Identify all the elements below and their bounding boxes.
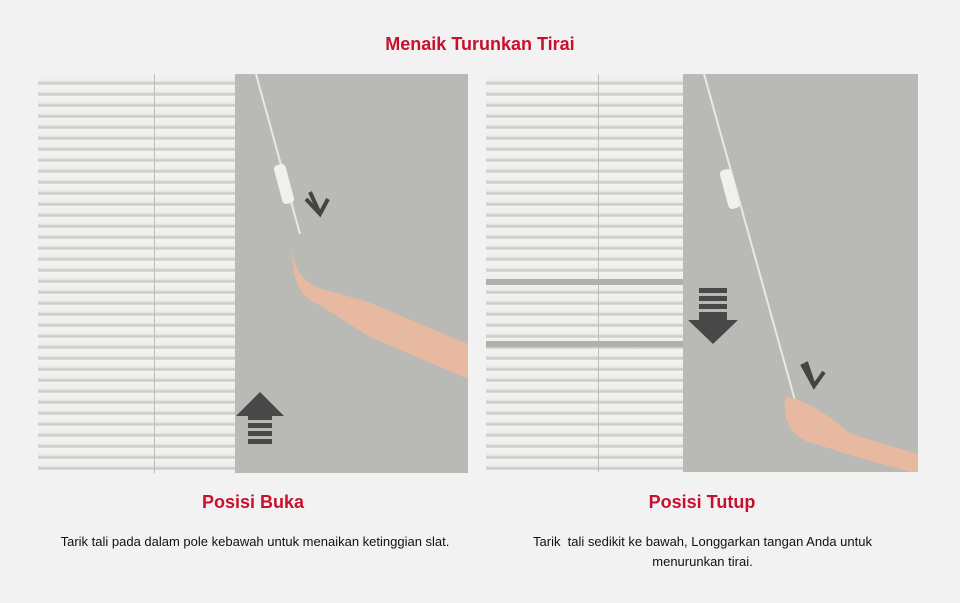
open-position-description: Tarik tali pada dalam pole kebawah untuk menaikan ketinggian slat. <box>60 534 450 549</box>
closed-position-caption: Posisi Tutup <box>648 492 756 512</box>
page-title: Menaik Turunkan Tirai <box>385 34 575 54</box>
open-position-caption: Posisi Buka <box>201 492 305 512</box>
arrow-up-icon <box>38 74 468 473</box>
closed-position-photo <box>486 74 918 472</box>
closed-position-description: Tarik tali sedikit ke bawah, Longgarkan tangan Anda untuk menurunkan tirai. <box>533 534 876 569</box>
arrow-down-icon <box>486 74 918 472</box>
open-position-photo <box>38 74 468 473</box>
